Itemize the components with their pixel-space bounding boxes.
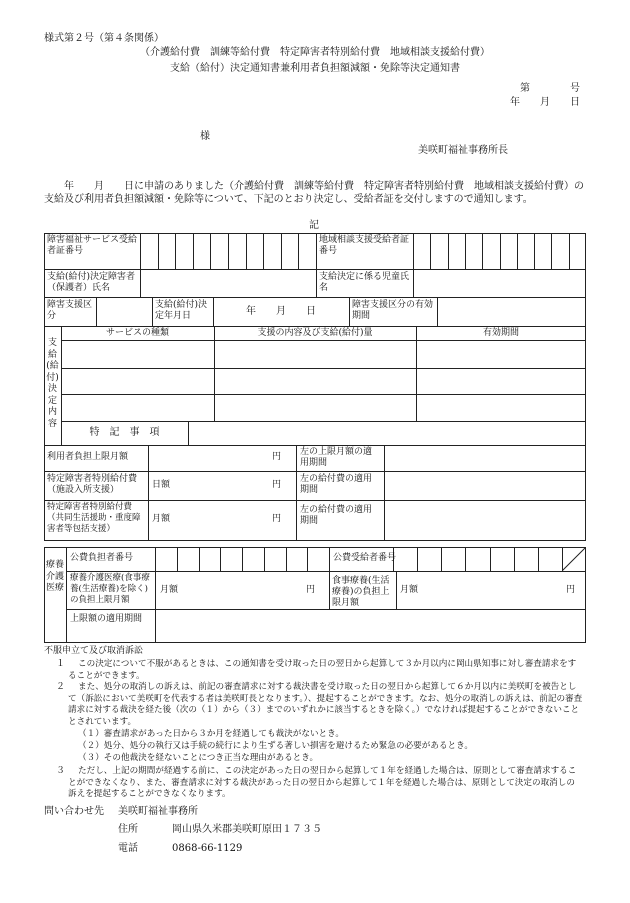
appeal-sub2: （２）処分、処分の執行又は手続の続行により生ずる著しい損害を避けるため緊急の必要があるとき。 — [78, 741, 473, 751]
appeal-item1-number: １ — [56, 659, 66, 669]
contact-phone: 0868-66-1129 — [172, 843, 243, 854]
document-number: 第 号 — [520, 83, 580, 94]
digit-divider — [246, 233, 247, 269]
decision-date-label: 支給(給付)決定年月日 — [155, 300, 208, 321]
decision-date-value: 年 月 日 — [246, 306, 316, 317]
column-support-amount: 支援の内容及び支給(給付)量 — [257, 328, 373, 338]
digit-divider — [242, 547, 243, 571]
daily-amount-yen: 円 — [272, 480, 282, 490]
care-number-slash — [562, 547, 586, 571]
digit-divider — [298, 233, 299, 269]
digit-divider — [465, 547, 466, 571]
nyusho-benefit-period-label: 左の給付費の適用期間 — [300, 474, 373, 495]
limit-period-label: 上限額の適用期間 — [70, 614, 143, 624]
digit-divider — [500, 233, 501, 269]
upper-limit-period-label: 左の上限月額の適用期間 — [300, 447, 373, 468]
appeal-item2-number: ２ — [56, 682, 66, 692]
title-line1: （介護給付費 訓練等給付費 特定障害者特別給付費 地域相談支援給付費） — [140, 47, 490, 58]
meal-limit-monthly: 月額 — [400, 585, 419, 595]
contact-office: 美咲町福祉事務所 — [118, 806, 198, 817]
digit-divider — [263, 233, 264, 269]
digit-divider — [482, 233, 483, 269]
intro-text: 年 月 日に申請のありました（介護給付費 訓練等給付費 特定障害者特別給付費 地域相談支援給付費）の支給及び利用者負担額減額・免除等について、下記のとおり決定し、受給者証を交付しますので通知します。 — [44, 181, 584, 205]
digit-divider — [417, 547, 418, 571]
digit-divider — [490, 547, 491, 571]
care-limit-label: 療養介護医療(食事療養(生活療養)を除く)の負担上限月額 — [70, 573, 150, 605]
digit-divider — [228, 233, 229, 269]
appeal-heading: 不服申立て及び取消訴訟 — [44, 646, 144, 656]
form-number: 様式第２号（第４条関係） — [44, 33, 164, 44]
support-class-label: 障害支援区分 — [47, 300, 93, 321]
digit-divider — [307, 547, 308, 571]
special-nyusho-label: 特定障害者特別給付費（施設入所支援） — [47, 474, 138, 495]
issuer: 美咲町福祉事務所長 — [418, 145, 508, 156]
care-medical-side-label: 療養介護医療 — [45, 560, 64, 593]
digit-divider — [538, 547, 539, 571]
appeal-sub3: （３）その他裁決を経ないことにつき正当な理由があるとき。 — [78, 753, 319, 763]
digit-divider — [158, 233, 159, 269]
digit-divider — [441, 547, 442, 571]
care-limit-monthly: 月額 — [160, 585, 179, 595]
monthly-amount-yen: 円 — [272, 514, 282, 524]
digit-divider — [569, 233, 570, 269]
digit-divider — [286, 547, 287, 571]
care-limit-yen: 円 — [306, 585, 316, 595]
appeal-item1-text: この決定について不服があるときは、この通知書を受け取った日の翌日から起算して３か月以内に岡山県知事に対し審査請求をすることができます。 — [68, 659, 577, 681]
class-period-label: 障害支援区分の有効期間 — [352, 300, 434, 321]
meal-limit-yen: 円 — [566, 585, 576, 595]
digit-divider — [448, 233, 449, 269]
public-payer-number-label: 公費負担者番号 — [70, 553, 134, 563]
ki-label: 記 — [309, 220, 319, 231]
contact-address: 岡山県久米郡美咲町原田１７３５ — [172, 824, 322, 835]
contact-label: 問い合わせ先 — [44, 806, 104, 817]
special-notes-label: 特 記 事 項 — [89, 427, 160, 438]
kyodo-benefit-period-label: 左の給付費の適用期間 — [300, 505, 373, 526]
appeal-item2-text: また、処分の取消しの訴えは、前記の審査請求に対する裁決書を受け取った日の翌日から起算して６か月以内に美咲町を被告として（訴訟において美咲町を代表する者は美咲町長となります。）、提起することができます。なお、処分の取消しの訴えは、前記の審査請求に対する裁決を経た後（次の（１）から（３）までのいずれかに該当するときを除く。）でなければ提起することができないこととされています。 — [68, 682, 583, 727]
digit-divider — [551, 233, 552, 269]
contact-address-label: 住所 — [118, 824, 138, 835]
column-service-type: サービスの種類 — [105, 328, 169, 338]
digit-divider — [430, 233, 431, 269]
digit-divider — [175, 233, 176, 269]
daily-amount-label: 日額 — [152, 480, 171, 490]
document-date: 年 月 日 — [510, 97, 580, 108]
chiiki-cert-number-label: 地域相談支援受給者証番号 — [319, 235, 410, 256]
digit-divider — [177, 547, 178, 571]
digit-divider — [465, 233, 466, 269]
digit-divider — [264, 547, 265, 571]
digit-divider — [210, 233, 211, 269]
appeal-item3-number: ３ — [56, 766, 66, 776]
special-kyodo-label: 特定障害者特別給付費（共同生活援助・重度障害者等包括支援） — [47, 502, 141, 534]
column-valid-period: 有効期間 — [482, 328, 519, 338]
appeal-item3-text: ただし、上記の期間が経過する前に、この決定があった日の翌日から起算して１年を経過した場合は、原則として審査請求することができなくなり、また、審査請求に対する裁決があった日の翌日から起算して１年を経過した場合は、原則として決定の取消しの訴えを提起することができなくなります。 — [68, 766, 577, 799]
appeal-sub1: （１）審査請求があった日から３か月を経過しても裁決がないとき。 — [78, 729, 344, 739]
service-cert-number-label: 障害福祉サービス受給者証番号 — [47, 235, 138, 256]
digit-divider — [193, 233, 194, 269]
digit-divider — [517, 233, 518, 269]
upper-limit-label: 利用者負担上限月額 — [47, 452, 129, 462]
decision-person-name-label: 支給(給付)決定障害者（保護者）氏名 — [47, 272, 136, 293]
digit-divider — [514, 547, 515, 571]
monthly-amount-label: 月額 — [152, 514, 171, 524]
digit-divider — [534, 233, 535, 269]
title-line2: 支給（給付）決定通知書兼利用者負担額減額・免除等決定通知書 — [170, 63, 460, 74]
child-name-label: 支給決定に係る児童氏名 — [319, 272, 410, 293]
meal-limit-label: 食事療養(生活療養)の負担上限月額 — [332, 576, 390, 608]
digit-divider — [220, 547, 221, 571]
decision-content-side-label: 支給(給付)決定内容 — [46, 338, 59, 429]
recipient-suffix: 様 — [200, 131, 210, 142]
public-recipient-number-label: 公費受給者番号 — [333, 553, 397, 563]
digit-divider — [199, 547, 200, 571]
upper-limit-yen: 円 — [272, 452, 282, 462]
contact-phone-label: 電話 — [118, 843, 138, 854]
digit-divider — [281, 233, 282, 269]
